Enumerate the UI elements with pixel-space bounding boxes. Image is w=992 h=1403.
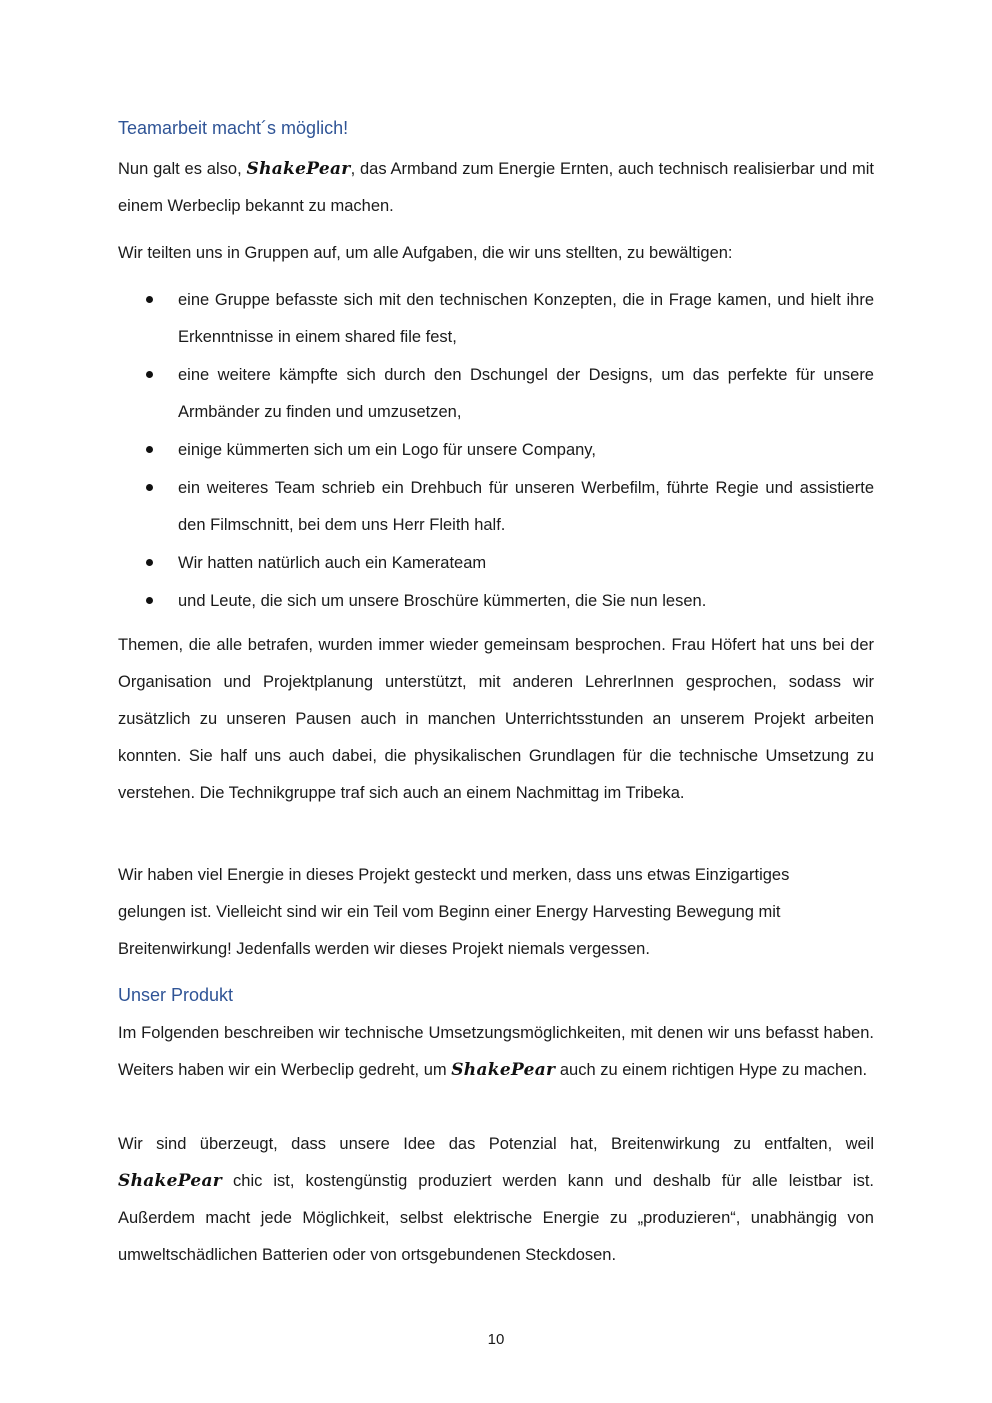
bullet-icon <box>146 296 153 303</box>
list-item <box>118 583 874 620</box>
intro-text-after: , das Armband zum Energie Ernten, auch technisch realisierbar und mit einem Werbeclip bekannt zu machen. <box>118 160 874 215</box>
intro-text-before: Nun galt es also, <box>118 160 247 178</box>
section-heading-teamarbeit: Teamarbeit macht´s möglich! <box>118 118 349 138</box>
product-p2-text-after: chic ist, kostengünstig produziert werden kann und deshalb für alle leistbar ist. Außerdem macht jede Möglichkeit, selbst elektrische Energie zu „produzieren“, unabhängig von umweltschädlichen Batterien oder von ortsgebundenen Steckdosen. <box>118 1172 874 1264</box>
product-p2-text-before: Wir sind überzeugt, dass unsere Idee das Potenzial hat, Breitenwirkung zu entfalten, weil <box>118 1135 874 1153</box>
list-item <box>118 545 874 582</box>
bullet-icon <box>146 446 153 453</box>
bullet-icon <box>146 484 153 491</box>
product-p1-text-after: auch zu einem richtigen Hype zu machen. <box>555 1061 868 1079</box>
intro-paragraph <box>118 151 874 225</box>
brand-name: ShakePear <box>118 1171 223 1191</box>
themes-paragraph: Themen, die alle betrafen, wurden immer wieder gemeinsam besprochen. Frau Höfert hat uns bei der Organisation und Projektplanung unterstützt, mit anderen LehrerInnen gesprochen, sodass wir zusätzlich zu unseren Pausen auch in manchen Unterrichtsstunden an unserem Projekt arbeiten konnten. Sie half uns auch dabei, die physikalischen Grundlagen für die technische Umsetzung zu verstehen. Die Technikgruppe traf sich auch an einem Nachmittag im Tribeka. <box>118 636 874 802</box>
list-item-text: eine weitere kämpfte sich durch den Dschungel der Designs, um das perfekte für unsere Armbänder zu finden und umzusetzen, <box>178 366 874 421</box>
list-item-text: einige kümmerten sich um ein Logo für unsere Company, <box>178 441 596 459</box>
groups-intro-paragraph: Wir teilten uns in Gruppen auf, um alle Aufgaben, die wir uns stellten, zu bewältigen: <box>118 244 733 262</box>
brand-name: ShakePear <box>451 1060 556 1080</box>
section-heading-produkt: Unser Produkt <box>118 985 234 1005</box>
list-item <box>118 357 874 431</box>
list-item <box>118 282 874 356</box>
page-number: 10 <box>487 1331 505 1348</box>
list-item <box>118 470 874 544</box>
list-item-text: und Leute, die sich um unsere Broschüre kümmerten, die Sie nun lesen. <box>178 592 707 610</box>
product-paragraph-2 <box>118 1126 874 1274</box>
bullet-icon <box>146 371 153 378</box>
product-paragraph-1 <box>118 1015 874 1089</box>
task-list <box>118 282 874 621</box>
brand-name: ShakePear <box>246 159 351 179</box>
bullet-icon <box>146 597 153 604</box>
list-item-text: Wir hatten natürlich auch ein Kamerateam <box>178 554 487 572</box>
bullet-icon <box>146 559 153 566</box>
product-p1-text-before: Im Folgenden beschreiben wir technische Umsetzungsmöglichkeiten, mit denen wir uns befasst haben. Weiters haben wir ein Werbeclip gedreht, um <box>118 1024 874 1079</box>
energy-paragraph: Wir haben viel Energie in dieses Projekt gesteckt und merken, dass uns etwas Einzigartiges gelungen ist. Vielleicht sind wir ein Teil vom Beginn einer Energy Harvesting Bewegung mit Breitenwirkung! Jedenfalls werden wir dieses Projekt niemals vergessen. <box>118 866 790 958</box>
list-item <box>118 432 874 469</box>
list-item-text: eine Gruppe befasste sich mit den technischen Konzepten, die in Frage kamen, und hielt ihre Erkenntnisse in einem shared file fest, <box>178 291 874 346</box>
list-item-text: ein weiteres Team schrieb ein Drehbuch für unseren Werbefilm, führte Regie und assistierte den Filmschnitt, bei dem uns Herr Fleith half. <box>178 479 874 534</box>
